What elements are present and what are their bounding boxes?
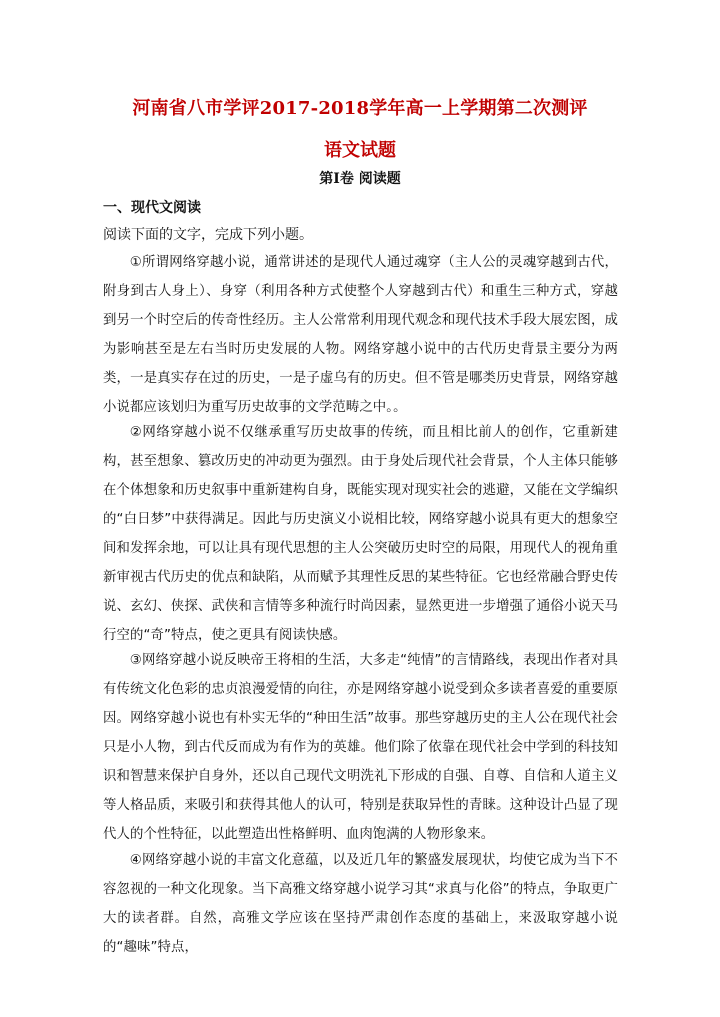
document-subtitle: 语文试题: [324, 140, 396, 161]
reading-instruction: 阅读下面的文字，完成下列小题。: [103, 227, 313, 243]
paragraph-3: ③网络穿越小说反映帝王将相的生活，大多走“纯情”的言情路线，表现出作者对具有传统文化色彩的忠贞浪漫爱情的向往，亦是网络穿越小说受到众多读者喜爱的重要原因。网络穿越小说也有朴实无华的“种田生活”故事。那些穿越历史的主人公在现代社会只是小人物，到古代反而成为有作为的英雄。他们除了依靠在现代社会中学到的科技知识和智慧来保护自身外，还以自己现代文明洗礼下形成的自强、自尊、自信和人道主义等人格品质，来吸引和获得其他人的认可，特别是获取异性的青睐。这种设计凸显了现代人的个性特征，以此塑造出性格鲜明、血肉饱满的人物形象来。: [103, 653, 618, 842]
paragraph-4: ④网络穿越小说的丰富文化意蕴，以及近几年的繁盛发展现状，均使它成为当下不容忽视的一种文化现象。当下高雅文络穿越小说学习其“求真与化俗”的特点，争取更广大的读者群。自然，高雅文学应该在坚持严肃创作态度的基础上，来汲取穿越小说的“趣味”特点，: [103, 853, 618, 955]
paragraph-2: ②网络穿越小说不仅继承重写历史故事的传统，而且相比前人的创作，它重新建构，甚至想象、篡改历史的冲动更为强烈。由于身处后现代社会背景，个人主体只能够在个体想象和历史叙事中重新建构自身，既能实现对现实社会的逃避，又能在文学编织的“白日梦”中获得满足。因此与历史演义小说相比较，网络穿越小说具有更大的想象空间和发挥余地，可以让具有现代思想的主人公突破历史时空的局限，用现代人的视角重新审视古代历史的优点和缺陷，从而赋予其理性反思的某些特征。它也经常融合野史传说、玄幻、侠探、武侠和言情等多种流行时尚因素，显然更进一步增强了通俗小说天马行空的“奇”特点，使之更具有阅读快感。: [103, 425, 618, 643]
section-heading: 一、现代文阅读: [103, 200, 201, 216]
paragraph-1: ①所谓网络穿越小说，通常讲述的是现代人通过魂穿（主人公的灵魂穿越到古代，附身到古人身上）、身穿（利用各种方式使整个人穿越到古代）和重生三种方式，穿越到另一个时空后的传奇性经历。主人公常常利用现代观念和现代技术手段大展宏图，成为影响甚至是左右当时历史发展的人物。网络穿越小说中的古代历史背景主要分为两类，一是真实存在过的历史，一是子虚乌有的历史。但不管是哪类历史背景，网络穿越小说都应该划归为重写历史故事的文学范畴之中。。: [103, 255, 618, 415]
document-title: 河南省八市学评2017-2018学年高一上学期第二次测评: [132, 98, 588, 119]
volume-heading: 第Ⅰ卷 阅读题: [319, 171, 401, 187]
